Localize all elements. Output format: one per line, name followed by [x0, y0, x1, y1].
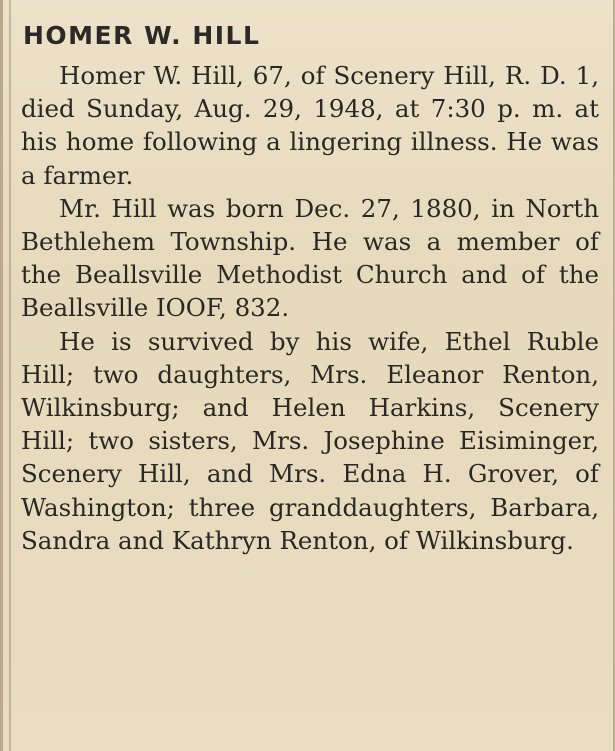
paragraph-survivors: He is survived by his wife, Ethel Ruble Hill; two daughters, Mrs. Eleanor Renton, Wilkinsburg; and Helen Harkins, Scenery Hill; two sisters, Mrs. Josephine Eisiminger, Scenery Hill, and Mrs. Edna H. Grover, of Washington; three granddaughters, Barbara, Sandra and Kathryn Renton, of Wilkinsburg.: [21, 326, 599, 555]
fold-line: [9, 0, 11, 751]
paragraph-biography: Mr. Hill was born Dec. 27, 1880, in North Bethlehem Township. He was a member of the Beallsville Methodist Church and of the Beallsville IOOF, 832.: [21, 193, 599, 323]
paragraph-death-notice: Homer W. Hill, 67, of Scenery Hill, R. D. 1, died Sunday, Aug. 29, 1948, at 7:30 p. m. at his home following a lingering illness. He was a farmer.: [21, 61, 599, 190]
obituary-headline: HOMER W. HILL: [23, 21, 261, 50]
obituary-body: [21, 59, 599, 557]
